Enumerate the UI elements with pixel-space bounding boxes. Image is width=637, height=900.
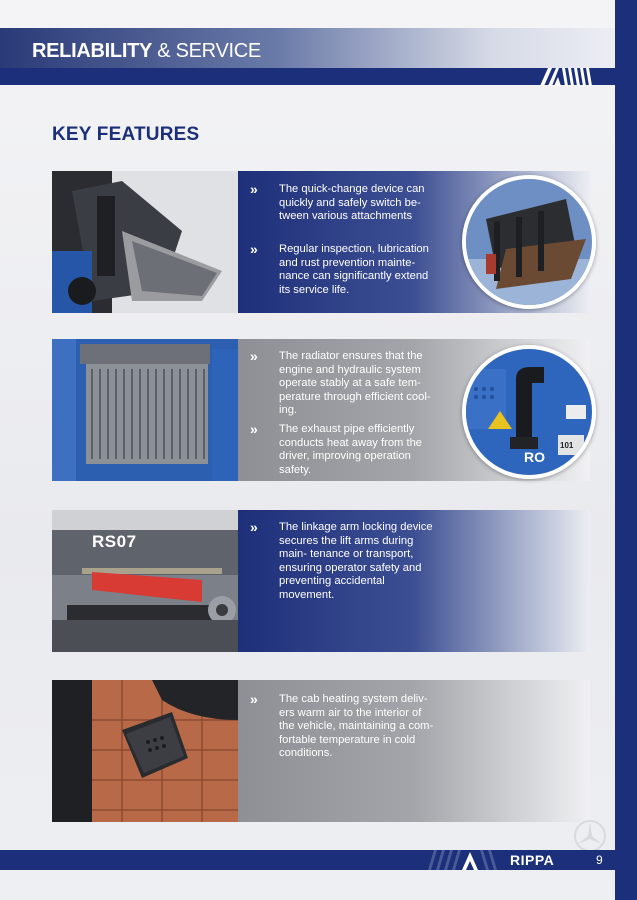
double-chevron-icon: » bbox=[250, 421, 255, 437]
bullet-text: The quick-change device can quickly and safely switch be- tween various attachments bbox=[279, 183, 425, 223]
feature-card-cab-heating bbox=[52, 680, 590, 822]
feature-bullet bbox=[250, 423, 440, 477]
linkage-arm-photo bbox=[52, 510, 238, 652]
double-chevron-icon: » bbox=[250, 691, 255, 707]
double-chevron-icon: » bbox=[250, 181, 255, 197]
model-decal: RS07 bbox=[92, 532, 137, 551]
page-number: 9 bbox=[596, 853, 603, 867]
cab-heater-photo bbox=[52, 680, 238, 822]
feature-bullet bbox=[250, 243, 440, 297]
double-chevron-icon: » bbox=[250, 241, 255, 257]
bullet-text: The linkage arm locking device secures the lift arms during main- tenance or transport, ensuring operator safety and preventing accidental movement. bbox=[279, 521, 433, 601]
feature-bullet bbox=[250, 183, 440, 224]
double-chevron-icon: » bbox=[250, 519, 255, 535]
section-heading: KEY FEATURES bbox=[52, 124, 200, 145]
page-title bbox=[32, 40, 261, 63]
right-edge-strip bbox=[615, 0, 637, 900]
decal-text: 101 bbox=[560, 441, 574, 450]
title-rest: & SERVICE bbox=[157, 40, 261, 62]
feature-bullet bbox=[250, 350, 440, 418]
header-bar bbox=[0, 68, 615, 85]
radiator-photo bbox=[52, 339, 238, 481]
title-bold: RELIABILITY bbox=[32, 40, 153, 62]
bullet-text: The cab heating system deliv- ers warm air to the interior of the vehicle, maintaining a com- fortable temperature in cold conditions. bbox=[279, 693, 434, 760]
feature-card-cooling bbox=[52, 339, 590, 481]
circle-label: RO bbox=[524, 449, 545, 465]
grapple-attachment-photo bbox=[462, 175, 596, 309]
footer-stripes-icon bbox=[428, 850, 508, 870]
double-chevron-icon: » bbox=[250, 348, 255, 364]
feature-card-quick-change bbox=[52, 171, 590, 313]
watermark-logo bbox=[572, 818, 608, 854]
quick-change-photo bbox=[52, 171, 238, 313]
feature-bullet bbox=[250, 693, 440, 761]
feature-card-linkage-lock bbox=[52, 510, 590, 652]
brand-mark-icon bbox=[538, 66, 598, 88]
bullet-text: The radiator ensures that the engine and hydraulic system operate stably at a safe tem- perature through efficient cool- ing. bbox=[279, 350, 431, 417]
bullet-text: The exhaust pipe efficiently conducts heat away from the driver, improving operation safety. bbox=[279, 423, 423, 476]
feature-bullet bbox=[250, 521, 440, 603]
bullet-text: Regular inspection, lubrication and rust prevention mainte- nance can significantly extend its service life. bbox=[279, 243, 429, 296]
brand-logo: RIPPA bbox=[510, 852, 555, 868]
exhaust-pipe-photo bbox=[462, 345, 596, 479]
